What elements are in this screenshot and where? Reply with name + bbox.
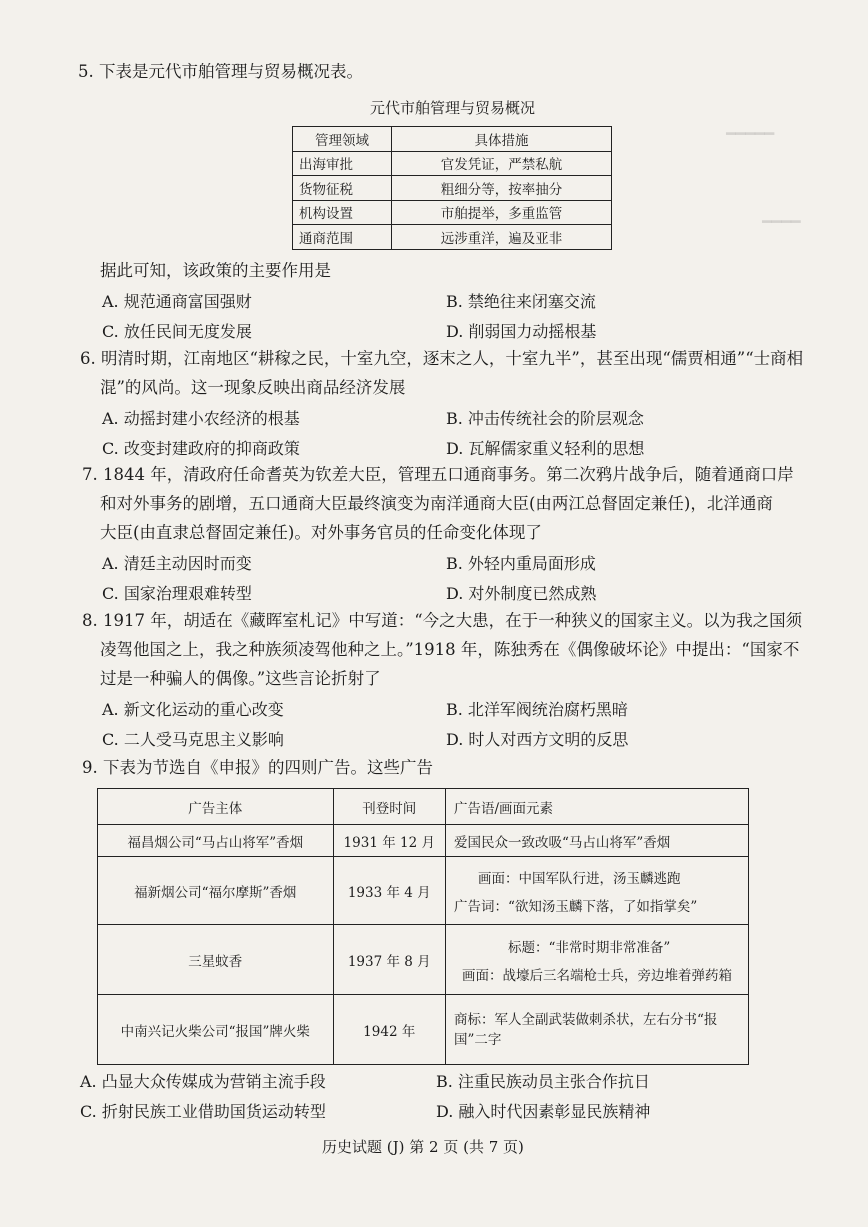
q7-option-a: A. 清廷主动因时而变: [102, 554, 252, 573]
q9-table: [97, 788, 749, 1065]
q5-option-b: B. 禁绝往来闭塞交流: [446, 292, 596, 311]
table-cell: 福新烟公司“福尔摩斯”香烟: [98, 857, 334, 925]
q6-option-a: A. 动摇封建小农经济的根基: [102, 409, 300, 428]
bleed-through-mark: ━━━━━: [726, 124, 775, 143]
q5-option-d: D. 削弱国力动摇根基: [446, 322, 597, 341]
table-row: [293, 225, 612, 250]
q5-stem: 5. 下表是元代市舶管理与贸易概况表。: [78, 62, 363, 81]
table-cell: [446, 995, 749, 1065]
table-cell: 官发凭证，严禁私航: [392, 151, 612, 176]
table-cell: 远涉重洋，遍及亚非: [392, 225, 612, 250]
table-cell: [446, 825, 749, 857]
table-row: [293, 151, 612, 176]
table-row: [98, 995, 749, 1065]
q7-option-c: C. 国家治理艰难转型: [102, 584, 252, 603]
q7-option-d: D. 对外制度已然成熟: [446, 584, 597, 603]
ad-content-line: 标题：“非常时期非常准备”: [508, 939, 671, 956]
q7-option-b: B. 外轻内重局面形成: [446, 554, 596, 573]
table-cell: [446, 857, 749, 925]
table-header-cell: 管理领域: [293, 127, 392, 152]
table-cell: 粗细分等，按率抽分: [392, 176, 612, 201]
q5-option-c: C. 放任民间无度发展: [102, 322, 252, 341]
table-cell: 1933 年 4 月: [333, 857, 445, 925]
q5-table-title: 元代市舶管理与贸易概况: [370, 99, 536, 117]
q9-option-b: B. 注重民族动员主张合作抗日: [436, 1072, 650, 1091]
q8-option-d: D. 时人对西方文明的反思: [446, 730, 629, 749]
table-cell: 货物征税: [293, 176, 392, 201]
q5-option-a: A. 规范通商富国强财: [102, 292, 252, 311]
table-row: [293, 200, 612, 225]
table-header-cell: 刊登时间: [333, 789, 445, 825]
table-header-cell: 广告语/画面元素: [446, 789, 749, 825]
table-cell: 机构设置: [293, 200, 392, 225]
q6-option-d: D. 瓦解儒家重义轻利的思想: [446, 439, 645, 458]
ad-content-line: 爱国民众一致改吸“马占山将军”香烟: [454, 834, 671, 851]
bleed-through-mark: ━━━━: [762, 212, 801, 231]
table-cell: 市舶提举，多重监管: [392, 200, 612, 225]
table-header-cell: 具体措施: [392, 127, 612, 152]
q8-option-a: A. 新文化运动的重心改变: [102, 700, 284, 719]
table-row: [98, 857, 749, 925]
q8-line-1: 8. 1917 年，胡适在《藏晖室札记》中写道：“今之大患，在于一种狭义的国家主义。以为我之国须: [82, 611, 803, 630]
q7-line-3: 大臣(由直隶总督固定兼任)。对外事务官员的任命变化体现了: [100, 523, 542, 542]
table-row: [98, 825, 749, 857]
table-header-cell: 广告主体: [98, 789, 334, 825]
table-cell: 出海审批: [293, 151, 392, 176]
table-row: [293, 127, 612, 152]
q7-line-2: 和对外事务的剧增，五口通商大臣最终演变为南洋通商大臣(由两江总督固定兼任)，北洋通商: [100, 494, 773, 513]
table-row: [293, 176, 612, 201]
q6-line-1: 6. 明清时期，江南地区“耕稼之民，十室九空，逐末之人，十室九半”，甚至出现“儒贾相通”“士商相: [80, 349, 804, 368]
q9-stem: 9. 下表为节选自《申报》的四则广告。这些广告: [82, 758, 433, 777]
table-row: [98, 789, 749, 825]
table-cell: 福昌烟公司“马占山将军”香烟: [98, 825, 334, 857]
ad-content-line: 画面：战壕后三名端枪士兵，旁边堆着弹药箱: [462, 967, 732, 984]
q5-table: [292, 126, 612, 250]
q8-option-c: C. 二人受马克思主义影响: [102, 730, 284, 749]
table-cell: 中南兴记火柴公司“报国”牌火柴: [98, 995, 334, 1065]
q9-option-c: C. 折射民族工业借助国货运动转型: [80, 1102, 326, 1121]
q9-option-a: A. 凸显大众传媒成为营销主流手段: [80, 1072, 326, 1091]
q9-option-d: D. 融入时代因素彰显民族精神: [436, 1102, 651, 1121]
ad-content-line: 商标：军人全副武装做刺杀状，左右分书“报国”二字: [454, 1011, 718, 1048]
table-cell: 三星蚊香: [98, 925, 334, 995]
q6-line-2: 混”的风尚。这一现象反映出商品经济发展: [100, 378, 406, 397]
table-cell: [446, 925, 749, 995]
table-row: [98, 925, 749, 995]
ad-content-line: 广告词：“欲知汤玉麟下落，了如指掌矣”: [454, 898, 698, 915]
table-cell: 1937 年 8 月: [333, 925, 445, 995]
page-footer: 历史试题 (J) 第 2 页 (共 7 页): [322, 1138, 524, 1156]
q8-line-2: 凌驾他国之上，我之种族须凌驾他种之上。”1918 年，陈独秀在《偶像破坏论》中提出：“国家不: [100, 640, 800, 659]
table-cell: 1931 年 12 月: [333, 825, 445, 857]
q6-option-c: C. 改变封建政府的抑商政策: [102, 439, 300, 458]
q5-question: 据此可知，该政策的主要作用是: [100, 261, 331, 280]
q8-option-b: B. 北洋军阀统治腐朽黑暗: [446, 700, 628, 719]
ad-content-line: 画面：中国军队行进，汤玉麟逃跑: [478, 870, 681, 887]
table-cell: 1942 年: [333, 995, 445, 1065]
q6-option-b: B. 冲击传统社会的阶层观念: [446, 409, 644, 428]
table-cell: 通商范围: [293, 225, 392, 250]
q7-line-1: 7. 1844 年，清政府任命耆英为钦差大臣，管理五口通商事务。第二次鸦片战争后，随着通商口岸: [82, 465, 794, 484]
q8-line-3: 过是一种骗人的偶像。”这些言论折射了: [100, 669, 381, 688]
